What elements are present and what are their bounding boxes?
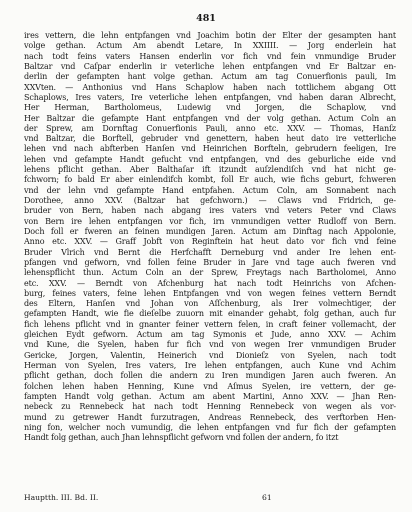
text-line: Her Baltzar die gefampte Hant entpfangen vnd der volg gethan. Actum Coln an [24, 113, 396, 123]
text-line: ires vettern, die lehn entpfangen vnd Joachim botin der Elter der gesampten hant [24, 31, 396, 40]
text-line: vnd der lehn vnd gefampte Hand entpfahen. Actum Coln, am Sonnabent nach [24, 185, 396, 195]
text-line: vnd Baltzar, die Borftell, gebruder vnd genettern, haben heut dato ire vetterliche [24, 134, 396, 144]
text-line: Handt folg gethan, auch Jhan lehnspflicht gefworn vnd follen der andern, fo itzt [24, 433, 339, 443]
body-text [24, 31, 396, 444]
footer-sheet-mark: 61 [262, 493, 272, 502]
page-number: 481 [196, 13, 216, 24]
text-line: Anno etc. XXV. — Graff Jobft von Reginftein hat heut dato vor fich vnd feine [24, 237, 396, 247]
text-line: mund zu getrewer Handt furzutragen, Andreas Rennebeck, des verftorben Hen- [24, 412, 396, 422]
text-line: etc. XXV. — Berndt von Afchenburg hat nach todt Heinrichs von Afchen- [24, 278, 396, 288]
text-line: pfangen vnd gefworn, vnd follen feine Bruder in Jare vnd tage auch fweren vnd [24, 257, 396, 267]
text-line: Dorothee, anno XXV. (Baltzar hat gefchworn.) — Claws vnd Fridrich, ge- [24, 196, 396, 205]
text-line: pflicht gethan, doch follen die andern zu Iren mundigen Jaren auch fweren. An [24, 371, 396, 381]
text-line: Herman von Syelen, Ires vaters, Ire lehen entpfangen, auch Kune vnd Achim [24, 361, 396, 370]
page-footer [24, 493, 396, 503]
text-line: Doch foll er fweren an feinen mundigen Jaren. Actum am Dinftag nach Appolonie, [24, 226, 396, 236]
text-line: lehenspflicht thun. Actum Coln an der Sprew, Freytags nach Bartholomei, Anno [24, 268, 396, 278]
text-line: fampten Handt volg gethan. Actum am abent Martini, Anno XXV. — Jhan Ren- [24, 391, 396, 401]
text-line: des Eltern, Hanſen vnd Johan von Aſſchenburg, als Irer volmechtiger, der [24, 299, 396, 309]
text-line: ning fon, welcher noch vumundig, die lehen entpfangen vnd fur fich der gefampten [24, 422, 396, 432]
text-line: Bruder Vlrich vnd Bernt die Herfchafft Derneburg vnd ander Ire lehen ent- [24, 247, 396, 257]
text-line: gefampten Handt, wie fie dieſelbe zuuorn mit einander gehabt, folg gethan, auch fur [24, 309, 396, 319]
text-line: burg, feines vaters, feine lehen Entpfangen vnd von wegen feines vettern Berndt [24, 288, 396, 298]
text-line: lehens pflicht gethan. Aber Balthaſar ift itzundt auſzlendiſch vnd hat nicht ge- [24, 165, 396, 175]
text-line: lehen vnd gefampte Handt gefucht vnd entpfangen, vnd des geburliche eide vnd [24, 154, 396, 164]
text-line: derlin der gefampten hant volge gethan. Actum am tag Conuerfionis pauli, Im [24, 72, 396, 82]
text-line: der Sprew, am Dornftag Conuerfionis Pauli, anno etc. XXV. — Thomas, Hanſz [24, 123, 396, 133]
text-line: volge gethan. Actum Am abendt Letare, In XXIIII. — Jorg enderlein hat [24, 41, 396, 51]
text-line: lehen vnd nach abfterben Hanſen vnd Heinrichen Borfteln, gebrudern feeligen, Ire [24, 144, 396, 154]
text-line: Her Herman, Bartholomeus, Ludewig vnd Jorgen, die Schaplow, vnd [24, 103, 396, 113]
text-line: fich lehens pflicht vnd in gnanter feiner vettern felen, in craft feiner vollemacht, der [24, 319, 396, 329]
text-line: nach todt feins vaters Hansen enderlin vor fich vnd fein vnmundige Bruder [24, 51, 396, 61]
footer-signature: Hauptth. III. Bd. II. [24, 493, 99, 502]
text-line: gleichen Eydt gefworn. Actum am tag Symonis et Jude, anno XXV. — Achim [24, 330, 396, 340]
text-line: nebeck zu Rennebeck hat nach todt Henning Rennebeck von wegen als vor- [24, 402, 396, 412]
text-line: bruder von Bern, haben nach abgang ires vaters vnd veters Peter vnd Claws [24, 206, 396, 216]
text-line: fchworn; fo bald Er aber einlendifch kombt, foll Er auch, wie fichs geburt, fchweren [24, 175, 396, 185]
text-line: XXVten. — Anthonius vnd Hans Schaplow haben nach tottlichem abgang Ott [24, 82, 396, 92]
text-line: Baltzar vnd Caſpar enderlin ir veterliche lehen entpfangen vnd Er Baltzar en- [24, 61, 396, 71]
text-line: vnd Kune, die Syelen, haben fur fich vnd von wegen Irer vnmundigen Bruder [24, 340, 396, 350]
text-line: folchen lehen haben Henning, Kune vnd Aſmus Syelen, ire vettern, der ge- [24, 381, 396, 391]
text-line: Gericke, Jorgen, Valentin, Heinerich vnd Dionieſz von Syelen, nach todt [24, 350, 396, 360]
text-line: von Bern ire lehen entpfangen vor fich, irn vnmundigen vetter Rudloff von Bern. [24, 216, 396, 226]
text-line: Schaplows, Ires vaters, Ire veterliche lehen entpfangen, vnd haben daran Albrecht, [24, 92, 396, 102]
